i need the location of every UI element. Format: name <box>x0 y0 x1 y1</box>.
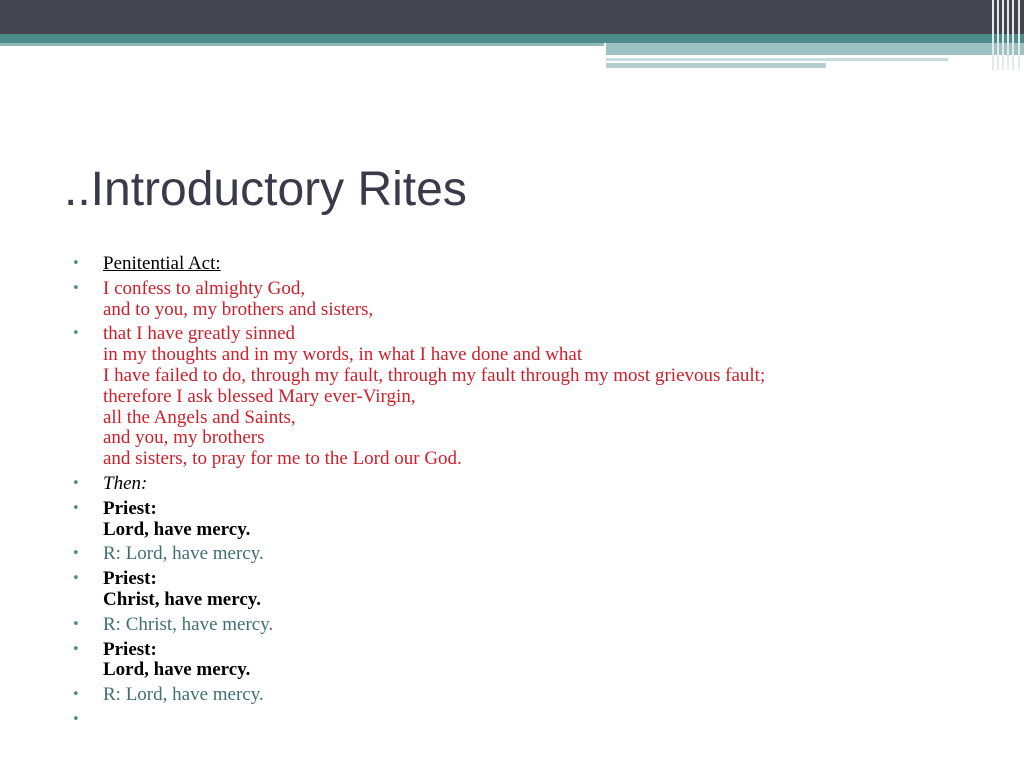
prayer-line: • that I have greatly sinned <box>103 323 296 345</box>
header-teal-line <box>0 43 604 46</box>
priest-label: • Priest: <box>103 638 157 660</box>
header-dark-band <box>0 0 1024 34</box>
response-line: • R: Christ, have mercy. <box>103 613 274 635</box>
list-item-confiteor-body <box>70 324 970 470</box>
response-line: • R: Lord, have mercy. <box>103 543 264 565</box>
priest-label: • Priest: <box>103 568 157 590</box>
empty-line <box>103 710 970 731</box>
slide-title: ..Introductory Rites <box>64 163 467 216</box>
list-item-priest-1 <box>70 499 970 541</box>
prayer-line: and to you, my brothers and sisters, <box>103 298 374 320</box>
response-line: • R: Lord, have mercy. <box>103 684 264 706</box>
prayer-line: I have failed to do, through my fault, through my fault through my most grievous fault; <box>103 364 766 386</box>
priest-line: Christ, have mercy. <box>103 588 261 610</box>
list-item-response-2 <box>70 615 970 636</box>
list-item-response-3 <box>70 685 970 706</box>
prayer-line: in my thoughts and in my words, in what I have done and what <box>103 344 583 366</box>
header-right-block <box>606 43 1024 55</box>
list-item-then <box>70 474 970 495</box>
prayer-line: therefore I ask blessed Mary ever-Virgin, <box>103 385 416 407</box>
list-item-priest-2 <box>70 569 970 611</box>
header-stripes <box>990 0 1024 70</box>
instruction-line: • Then: <box>103 472 148 494</box>
bullet-list <box>70 254 970 735</box>
list-item-penitential-act <box>70 254 970 275</box>
header-right-line <box>606 58 948 61</box>
prayer-line: all the Angels and Saints, <box>103 406 296 428</box>
header-right-line-lower <box>606 63 826 68</box>
priest-label: • Priest: <box>103 497 157 519</box>
prayer-line: and you, my brothers <box>103 427 265 449</box>
list-item-empty <box>70 710 970 731</box>
prayer-line: • I confess to almighty God, <box>103 277 306 299</box>
priest-line: Lord, have mercy. <box>103 659 251 681</box>
priest-line: Lord, have mercy. <box>103 518 251 540</box>
list-item-confiteor-opening <box>70 279 970 321</box>
list-item-response-1 <box>70 544 970 565</box>
heading-line: • Penitential Act: <box>103 253 221 274</box>
list-item-priest-3 <box>70 640 970 682</box>
header-teal-band <box>0 34 1024 43</box>
prayer-line: and sisters, to pray for me to the Lord our God. <box>103 448 462 470</box>
